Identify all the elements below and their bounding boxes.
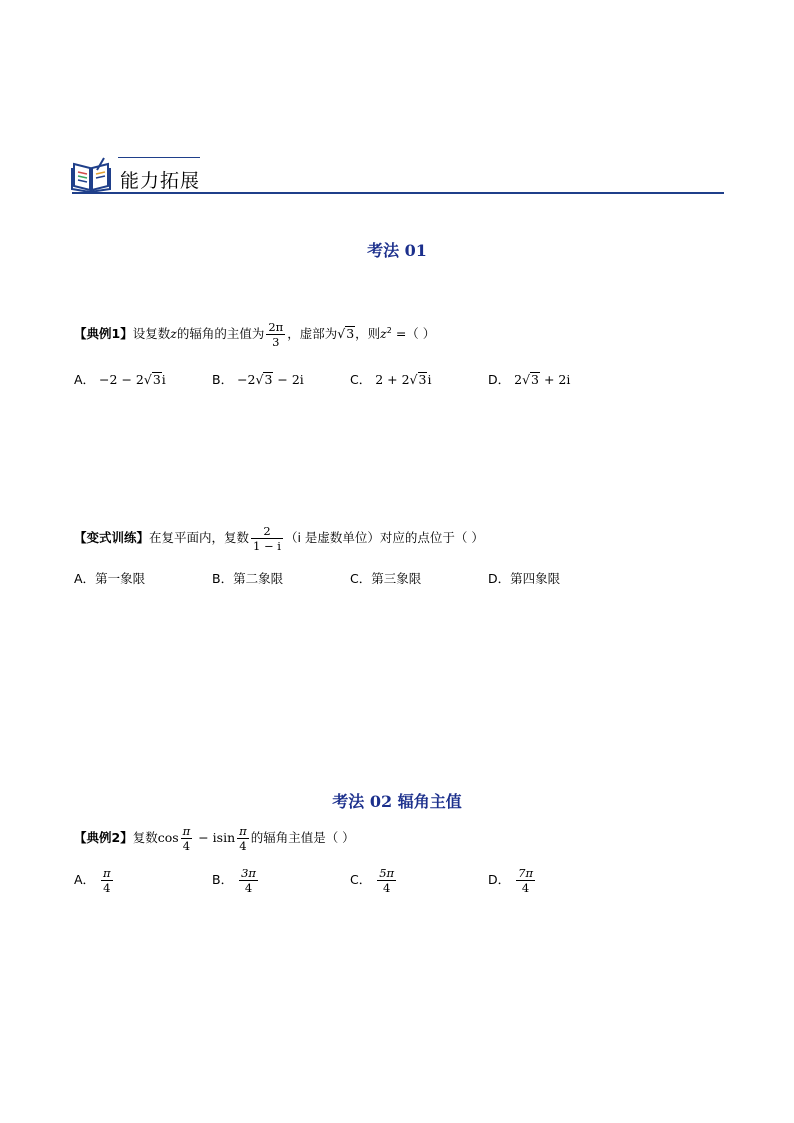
example-1-option-b[interactable]: B． −2√3 − 2i	[212, 372, 304, 387]
example-1-question: 【典例1】设复数z的辐角的主值为 $\frac{2\pi}{3}$ ，虚部为√3，则$z^2$ =（ ）	[74, 320, 436, 349]
example-1-option-d[interactable]: D． 2√3 + 2i	[488, 372, 571, 387]
example-2-option-d[interactable]: D． $\frac{7\pi}{4}$	[488, 866, 533, 895]
example-2-tag: 【典例2】	[74, 830, 133, 845]
header-rule	[72, 192, 724, 194]
section-title-1: 考法 01	[367, 241, 427, 260]
example-1-option-a[interactable]: A． −2 − 2√3i	[74, 372, 166, 387]
example-2-option-c[interactable]: C． $\frac{5\pi}{4}$	[350, 866, 395, 895]
example-2-option-b[interactable]: B． $\frac{3\pi}{4}$	[212, 866, 256, 895]
training-option-c[interactable]: C．第三象限	[350, 571, 422, 586]
fraction: $\frac{\pi}{4}$	[182, 824, 191, 853]
example-1-tag: 【典例1】	[74, 326, 133, 341]
training-option-d[interactable]: D．第四象限	[488, 571, 561, 586]
header-top-line	[118, 157, 200, 158]
fraction: $\frac{2}{1 - i}$	[253, 524, 281, 553]
header-title: 能力拓展	[120, 170, 201, 192]
example-1-option-c[interactable]: C． 2 + 2√3i	[350, 372, 432, 387]
fraction: $\frac{\pi}{4}$	[239, 824, 247, 853]
section-title-2: 考法 02 辐角主值	[332, 792, 462, 811]
training-option-b[interactable]: B．第二象限	[212, 571, 284, 586]
open-book-icon	[70, 156, 112, 192]
example-2-option-a[interactable]: A． $\frac{\pi}{4}$	[74, 866, 111, 895]
example-2-question: 【典例2】复数cos $\frac{\pi}{4}$ − isin $\frac{\pi}{4}$ 的辐角主值是（ ）	[74, 824, 355, 853]
fraction: $\frac{2\pi}{3}$	[268, 320, 284, 349]
training-question: 【变式训练】在复平面内，复数 $\frac{2}{1 - i}$ （i 是虚数单位）对应的点位于（ ）	[74, 524, 484, 553]
training-tag: 【变式训练】	[74, 530, 150, 545]
training-option-a[interactable]: A．第一象限	[74, 571, 146, 586]
